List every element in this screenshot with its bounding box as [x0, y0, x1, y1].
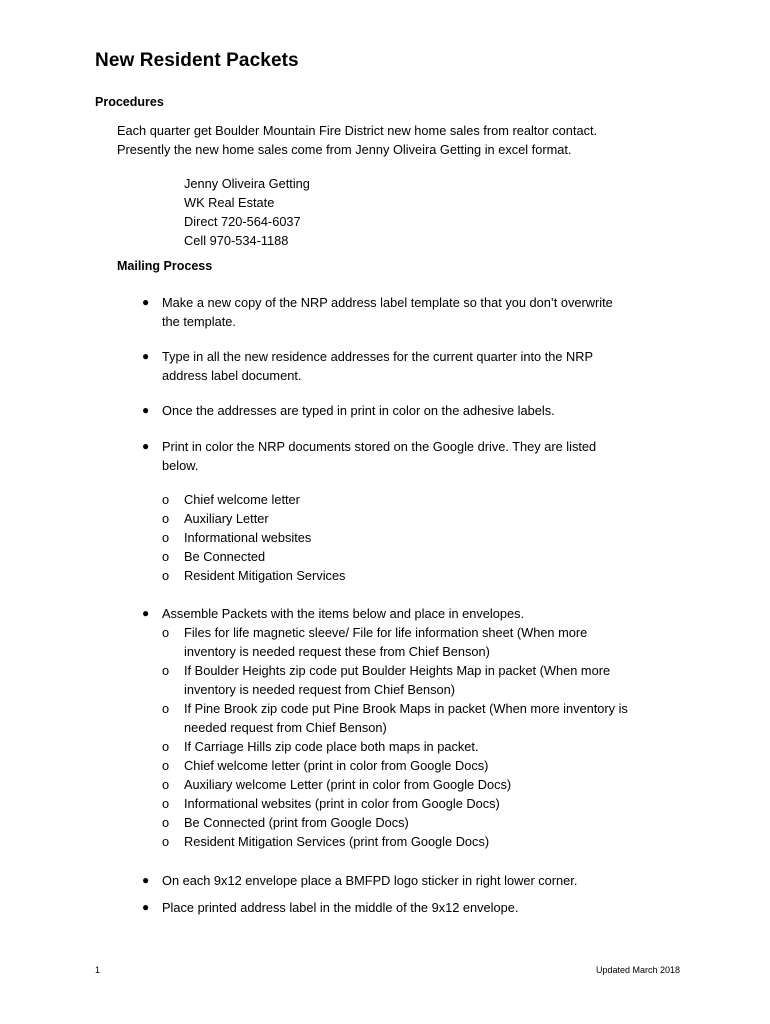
circle-bullet-icon: o	[162, 568, 170, 583]
contact-block	[184, 174, 310, 250]
sublist-item-text: Files for life magnetic sleeve/ File for life information sheet (When more	[184, 625, 588, 640]
list-item-text: address label document.	[162, 368, 302, 383]
list-item-text: Once the addresses are typed in print in color on the adhesive labels.	[162, 403, 555, 418]
sublist-item-text: Resident Mitigation Services (print from Google Docs)	[184, 834, 490, 849]
list-item	[142, 871, 667, 890]
sublist-item-text: needed request from Chief Benson)	[184, 720, 387, 735]
list-item-text: On each 9x12 envelope place a BMFPD logo sticker in right lower corner.	[162, 873, 578, 888]
intro-line: Presently the new home sales come from Jenny Oliveira Getting in excel format.	[117, 142, 572, 157]
circle-bullet-icon: o	[162, 758, 170, 773]
sublist-item-text: Chief welcome letter (print in color from Google Docs)	[184, 758, 489, 773]
sublist-item	[162, 490, 674, 509]
list-item	[142, 898, 667, 917]
sublist-item-text: inventory is needed request these from Chief Benson)	[184, 644, 490, 659]
circle-bullet-icon: o	[162, 511, 170, 526]
contact-name: Jenny Oliveira Getting	[184, 176, 310, 191]
list-item-text: below.	[162, 458, 199, 473]
sublist-item-text: Be Connected (print from Google Docs)	[184, 815, 409, 830]
circle-bullet-icon: o	[162, 834, 170, 849]
bullet-icon: ●	[142, 900, 150, 914]
circle-bullet-icon: o	[162, 625, 170, 640]
intro-line: Each quarter get Boulder Mountain Fire District new home sales from realtor contact.	[117, 123, 598, 138]
bullet-icon: ●	[142, 439, 150, 453]
list-item-text: Make a new copy of the NRP address label template so that you don’t overwrite	[162, 295, 613, 310]
sublist-item	[162, 661, 674, 699]
list-item-text: Assemble Packets with the items below and place in envelopes.	[162, 606, 525, 621]
sublist-item	[162, 566, 674, 585]
list-item	[142, 437, 667, 475]
sublist-item	[162, 794, 674, 813]
sublist-item-text: Informational websites	[184, 530, 312, 545]
circle-bullet-icon: o	[162, 549, 170, 564]
sublist-item	[162, 813, 674, 832]
bullet-icon: ●	[142, 873, 150, 887]
page-number: 1	[95, 965, 101, 975]
sublist-item-text: If Pine Brook zip code put Pine Brook Maps in packet (When more inventory is	[184, 701, 628, 716]
contact-direct-phone: Direct 720-564-6037	[184, 214, 301, 229]
procedures-heading: Procedures	[95, 95, 164, 109]
sublist-item	[162, 509, 674, 528]
bullet-icon: ●	[142, 295, 150, 309]
list-item-text: Type in all the new residence addresses for the current quarter into the NRP	[162, 349, 594, 364]
mailing-process-heading: Mailing Process	[117, 259, 213, 273]
page-title: New Resident Packets	[95, 50, 299, 71]
sublist-item-text: If Carriage Hills zip code place both maps in packet.	[184, 739, 479, 754]
updated-date: Updated March 2018	[596, 965, 681, 975]
sublist-item	[162, 547, 674, 566]
sublist-item	[162, 737, 674, 756]
list-item	[142, 401, 667, 420]
circle-bullet-icon: o	[162, 701, 170, 716]
sublist-item-text: Auxiliary Letter	[184, 511, 269, 526]
sublist-item-text: If Boulder Heights zip code put Boulder Heights Map in packet (When more	[184, 663, 611, 678]
list-item-text: Place printed address label in the middle of the 9x12 envelope.	[162, 900, 519, 915]
sublist-item-text: Chief welcome letter	[184, 492, 300, 507]
list-item-text: the template.	[162, 314, 236, 329]
list-item	[142, 347, 667, 385]
sublist-item	[162, 528, 674, 547]
sublist-item-text: Be Connected	[184, 549, 266, 564]
sublist-item-text: Auxiliary welcome Letter (print in color from Google Docs)	[184, 777, 512, 792]
list-item	[142, 293, 667, 331]
assemble-sublist	[162, 623, 674, 851]
circle-bullet-icon: o	[162, 815, 170, 830]
sublist-item	[162, 756, 674, 775]
bullet-icon: ●	[142, 606, 150, 620]
circle-bullet-icon: o	[162, 663, 170, 678]
sublist-item	[162, 623, 674, 661]
sublist-item	[162, 775, 674, 794]
contact-company: WK Real Estate	[184, 195, 275, 210]
sublist-item-text: Resident Mitigation Services	[184, 568, 346, 583]
circle-bullet-icon: o	[162, 777, 170, 792]
bullet-icon: ●	[142, 349, 150, 363]
documents-sublist	[162, 490, 674, 585]
circle-bullet-icon: o	[162, 492, 170, 507]
circle-bullet-icon: o	[162, 796, 170, 811]
sublist-item-text: Informational websites (print in color from Google Docs)	[184, 796, 500, 811]
circle-bullet-icon: o	[162, 739, 170, 754]
intro-paragraph	[117, 121, 717, 159]
bullet-icon: ●	[142, 403, 150, 417]
sublist-item	[162, 832, 674, 851]
list-item	[142, 604, 667, 623]
contact-cell-phone: Cell 970-534-1188	[184, 233, 289, 248]
circle-bullet-icon: o	[162, 530, 170, 545]
sublist-item-text: inventory is needed request from Chief Benson)	[184, 682, 456, 697]
sublist-item	[162, 699, 674, 737]
list-item-text: Print in color the NRP documents stored on the Google drive. They are listed	[162, 439, 597, 454]
